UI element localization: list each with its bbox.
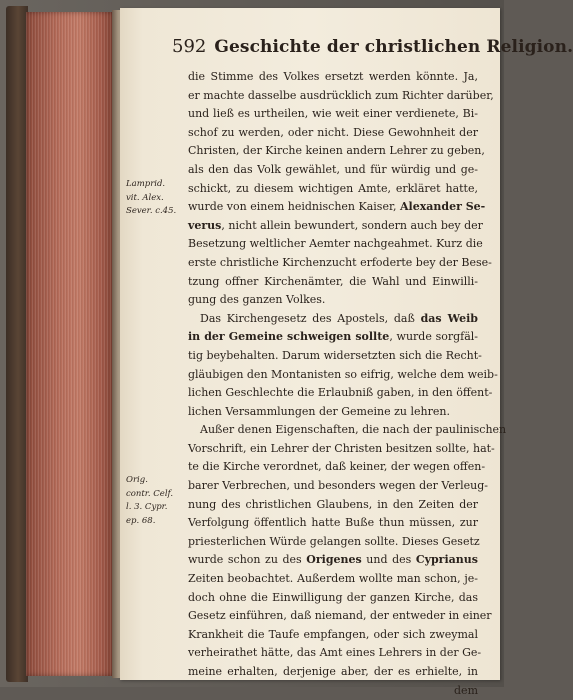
text-line <box>188 644 482 663</box>
text-line <box>188 682 478 700</box>
text-line <box>188 663 478 682</box>
text-span: nung des christlichen Glaubens, in den Zeiten der <box>188 497 478 511</box>
text-span: wurde von einem heidnischen Kaiser, <box>188 200 401 214</box>
text-line <box>188 477 488 496</box>
text-span: tig beybehalten. Darum widersetzten sich die Recht- <box>188 348 482 362</box>
text-line <box>188 589 478 608</box>
body-text <box>188 68 507 700</box>
text-span: Vorschrift, ein Lehrer der Christen besitzen sollte, hat- <box>188 441 495 455</box>
text-line <box>188 142 485 161</box>
emphasized-text: das Weib <box>420 311 478 325</box>
text-line <box>188 607 492 626</box>
margin-note-line: Orig. <box>126 475 148 485</box>
margin-note-origenes <box>126 474 186 528</box>
text-span: er machte dasselbe ausdrücklich zum Richter darüber, <box>188 88 494 102</box>
margin-note-line: Sever. c.45. <box>126 206 177 216</box>
text-line <box>188 514 478 533</box>
text-span: , wurde sorgfäl- <box>389 330 479 344</box>
text-span: schof zu werden, oder nicht. Diese Gewohnheit der <box>188 125 478 139</box>
text-line <box>188 570 478 589</box>
text-span: gläubigen den Montanisten so eifrig, welche dem weib- <box>188 367 498 381</box>
text-line <box>188 124 478 143</box>
text-span: dem <box>454 683 478 697</box>
running-header <box>172 36 573 60</box>
page-edges <box>26 12 114 676</box>
text-span: Außer denen Eigenschaften, die nach der paulinischen <box>200 423 507 437</box>
text-span: Besetzung weltlicher Aemter nachgeahmet. Kurz die <box>188 237 483 251</box>
text-span: schickt, zu diesem wichtigen Amte, erkläret hatte, <box>188 181 478 195</box>
text-line <box>188 273 478 292</box>
emphasized-text: Alexander Se- <box>400 200 486 214</box>
text-line <box>188 254 492 273</box>
text-line <box>188 366 498 385</box>
text-span: und ließ es urtheilen, wie weit einer verdienete, Bi- <box>188 107 478 121</box>
text-span: te die Kirche verordnet, daß keiner, der wegen offen- <box>188 460 486 474</box>
running-title: Geschichte der christlichen Religion. <box>214 37 573 57</box>
text-span: erste christliche Kirchenzucht erfoderte bey der Bese- <box>188 255 492 269</box>
text-span: tzung offner Kirchenämter, die Wahl und Einwilli- <box>188 274 478 288</box>
text-line <box>188 235 483 254</box>
text-span: Krankheit die Taufe empfangen, oder sich zweymal <box>188 627 478 641</box>
text-line <box>188 87 494 106</box>
margin-note-line: vit. Alex. <box>126 192 164 203</box>
text-line <box>188 626 478 645</box>
emphasized-text: in der Gemeine schweigen sollte <box>188 330 390 344</box>
text-line <box>188 403 478 422</box>
text-span: und des <box>361 553 416 567</box>
text-line <box>188 347 482 366</box>
text-span: doch ohne die Einwilligung der ganzen Kirche, das <box>188 590 478 604</box>
text-line <box>188 161 478 180</box>
text-line <box>188 496 478 515</box>
emphasized-text: verus <box>188 218 222 232</box>
text-span: , nicht allein bewundert, sondern auch bey der <box>221 218 483 232</box>
text-span: Christen, der Kirche keinen andern Lehrer zu geben, <box>188 144 485 158</box>
text-line <box>188 105 478 124</box>
emphasized-text: Cyprianus <box>415 553 478 567</box>
text-span: barer Verbrechen, und besonders wegen der Verleug- <box>188 479 488 493</box>
text-span: verheirathet hätte, das Amt eines Lehrers in der Ge- <box>188 646 482 660</box>
text-line <box>188 533 478 552</box>
book-cover-edge <box>6 6 28 682</box>
text-span: lichen Versammlungen der Gemeine zu lehren. <box>188 404 450 418</box>
text-span: die Stimme des Volkes ersetzt werden könnte. Ja, <box>188 70 478 83</box>
text-span: wurde schon zu des <box>188 553 307 567</box>
text-line <box>188 198 486 217</box>
text-line <box>188 384 493 403</box>
text-line <box>188 291 478 310</box>
text-line <box>188 458 486 477</box>
text-line <box>188 551 478 570</box>
text-span: Gesetz einführen, daß niemand, der entweder in einer <box>188 609 492 623</box>
emphasized-text: Origenes <box>306 553 362 567</box>
text-span: Zeiten beobachtet. Außerdem wollte man schon, je- <box>188 572 478 586</box>
text-line <box>188 328 478 347</box>
text-line <box>188 217 483 236</box>
margin-note-line: l. 3. Cypr. <box>126 502 168 512</box>
text-span: gung des ganzen Volkes. <box>188 293 326 307</box>
text-line <box>188 180 478 199</box>
margin-note-line: ep. 68. <box>126 515 156 526</box>
margin-note-lampridius <box>126 178 186 219</box>
text-span: als den das Volk gewählet, und für würdig und ge- <box>188 162 478 176</box>
text-line <box>188 440 495 459</box>
page-number: 592 <box>172 36 207 57</box>
text-span: Das Kirchengesetz des Apostels, daß <box>200 311 421 325</box>
text-line <box>188 421 507 440</box>
text-span: lichen Geschlechte die Erlaubniß gaben, in den öffent- <box>188 386 493 400</box>
text-line <box>188 310 478 329</box>
text-span: meine erhalten, derjenige aber, der es erhielte, in <box>188 665 478 678</box>
text-span: priesterlichen Würde gelangen sollte. Dieses Gesetz <box>188 534 480 548</box>
text-line <box>188 68 478 87</box>
text-span: Verfolgung öffentlich hatte Buße thun müssen, zur <box>188 516 478 530</box>
margin-note-line: Lamprid. <box>126 179 166 189</box>
margin-note-line: contr. Celf. <box>126 488 174 499</box>
